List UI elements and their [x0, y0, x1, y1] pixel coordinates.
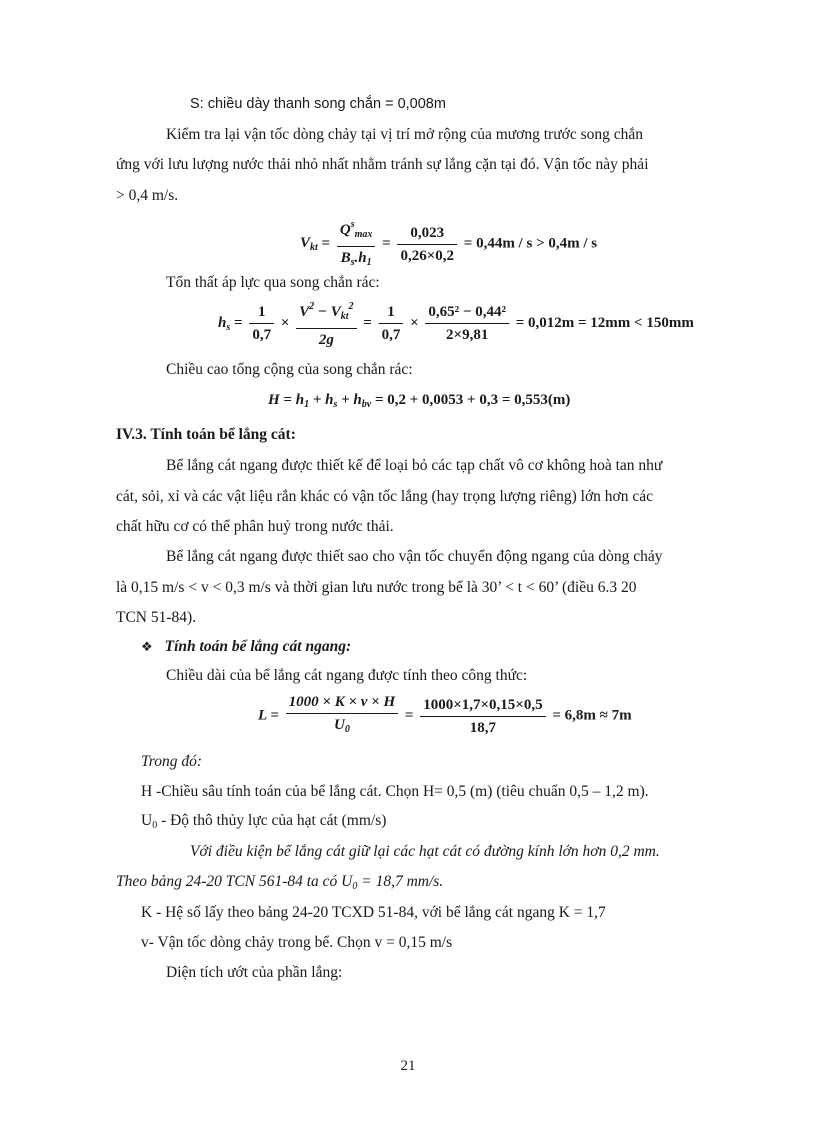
sub-title: ❖ Tính toán bể lắng cát ngang:	[141, 637, 351, 658]
head-loss-equation: $h_s$ = $\frac{1}{0,7}$ × $\frac{V^2 - V_{kt}^2}{2g}$ = $\frac{1}{0,7}$ × $\frac{\text{0,65² − 0,44²}}{2\times 9,81}$ = 0,012m = 12mm < 150mm	[218, 298, 694, 349]
total-height-equation: $H = h_1 + h_s + h_{bv} = 0,2 + 0,0053 + 0,3 = 0,553(m)$	[268, 392, 571, 410]
eq1-fraction-numeric: $\frac{0,023}{0,26\times 0,2}$	[397, 224, 457, 265]
k-definition: K - Hệ số lấy theo bảng 24-20 TCXD 51-84, với bể lắng cát ngang K = 1,7	[141, 904, 606, 921]
para1-line1: Bể lắng cát ngang được thiết kế để loại bỏ các tạp chất vô cơ không hoà tan như	[166, 457, 663, 474]
where-label: Trong đó:	[141, 753, 203, 770]
para2-line3: TCN 51-84).	[116, 609, 197, 626]
para2-line1: Bể lắng cát ngang được thiết sao cho vận tốc chuyển động ngang của dòng chảy	[166, 548, 663, 565]
check-text-2: ứng với lưu lượng nước thải nhỏ nhất nhằm tránh sự lắng cặn tại đó. Vận tốc này phải	[116, 156, 649, 173]
check-text-3: > 0,4 m/s.	[116, 187, 179, 204]
page-number: 21	[400, 1058, 416, 1074]
section-title: IV.3. Tính toán bể lắng cát:	[116, 426, 296, 443]
h-definition: H -Chiều sâu tính toán của bể lắng cát. Chọn H= 0,5 (m) (tiêu chuẩn 0,5 – 1,2 m).	[141, 783, 649, 800]
length-equation: L = $\frac{1000 \times K \times v \times H}{U_0}$ = $\frac{1000\times 1,7\times 0,15\times 0,5}{18,7}$ = 6,8m ≈ 7m	[258, 694, 632, 736]
eq1-lhs: $V_{kt}$	[300, 235, 318, 254]
loss-intro: Tổn thất áp lực qua song chắn rác:	[166, 274, 380, 291]
height-intro: Chiều cao tổng cộng của song chắn rác:	[166, 361, 413, 378]
eq1-result: = 0,44m / s > 0,4m / s	[463, 235, 598, 252]
eq1-fraction-symbolic: $\frac{Q^s_{max}}{B_s.h_1}$	[337, 216, 376, 272]
s-definition: S: chiều dày thanh song chắn = 0,008m	[190, 96, 446, 112]
condition-line1: Với điều kiện bể lắng cát giữ lại các hạt cát có đường kính lớn hơn 0,2 mm.	[190, 843, 660, 860]
length-intro: Chiều dài của bể lắng cát ngang được tính theo công thức:	[166, 667, 528, 684]
check-text-1: Kiểm tra lại vận tốc dòng chảy tại vị trí mở rộng của mương trước song chắn	[166, 126, 643, 143]
diamond-bullet-icon: ❖	[141, 640, 153, 655]
u0-definition: $U_0$ - Độ thô thủy lực của hạt cát (mm/s)	[141, 812, 387, 831]
condition-line2: Theo bảng 24-20 TCN 561-84 ta có $U_0 = 18,7$ mm/s.	[116, 873, 444, 892]
para1-line3: chất hữu cơ có thể phân huỷ trong nước thải.	[116, 518, 394, 535]
para1-line2: cát, sỏi, xỉ và các vật liệu rắn khác có vận tốc lắng (hay trọng lượng riêng) lớn hơn các	[116, 488, 653, 505]
velocity-equation: $V_{kt}$ = $\frac{Q^s_{max}}{B_s.h_1}$ = $\frac{0,023}{0,26\times 0,2}$ = 0,44m / s > 0,4m / s	[300, 216, 597, 272]
para2-line2: là 0,15 m/s < v < 0,3 m/s và thời gian lưu nước trong bể là 30’ < t < 60’ (điều 6.3 20	[116, 579, 637, 596]
v-definition: v- Vận tốc dòng chảy trong bể. Chọn v = 0,15 m/s	[141, 934, 453, 951]
area-intro: Diện tích ướt của phần lắng:	[166, 964, 343, 981]
